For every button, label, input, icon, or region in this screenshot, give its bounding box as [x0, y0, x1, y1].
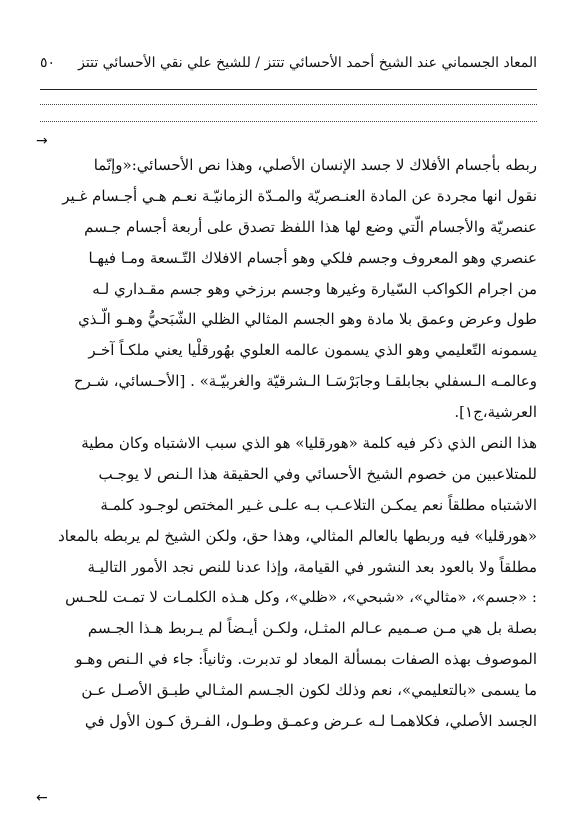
body-line: هذا النص الذي ذكر فيه كلمة «هورقليا» هو الذي سبب الاشتباه وكان مطية: [81, 434, 537, 453]
body-line: ربطه بأجسام الأفلاك لا جسد الإنسان الأصلي، وهذا نص الأحسائي:«وإنّما: [93, 156, 537, 174]
body-text: [40, 150, 537, 737]
running-title: المعاد الجسماني عند الشيخ أحمد الأحسائي تتتز / للشيخ علي نقي الأحسائي تتتز: [78, 55, 537, 71]
continued-from-previous-arrow-icon: →: [36, 133, 48, 149]
body-line: عنصري وهو المعروف وجسم فلكي وهو أجسام الافلاك التّـسعة ومـا فيهـا: [88, 248, 537, 267]
footnote-dotted-line-2: [40, 121, 537, 122]
body-line: «هورقليا» فيه وربطها بالعالم المثالي، وهذا حق، ولكن الشيخ لم يربطه بالمعاد: [58, 526, 537, 545]
body-line: طول وعرض وعمق بلا مادة وهو الجسم المثالي الظلي الشّبَحيُّ وهـو الّـذي: [78, 310, 537, 329]
body-line: للمتلاعبين من خصوم الشيخ الأحسائي وفي الحقيقة هذا الـنص لا يوجـب: [98, 464, 537, 483]
body-line: وعالمـه الـسفلي بجابلقـا وجابَرْسَـا الـشرقيّة والغربيّـة» . [الأحـسائي، شـرح: [73, 372, 537, 391]
body-line: نقول انها مجردة عن المادة العنـصريّة والمـدّة الزمانيّـة نعـم هـي أجـسام غـير: [62, 186, 537, 205]
body-line: عنصريّة والأجسام الّتي وضع لها هذا اللفظ تصدق على أربعة أجسام جـسم: [84, 217, 537, 236]
body-line: الموصوف بهذه الصفات بمسألة المعاد لو تدبرت. وثانياً: جاء في الـنص وهـو: [75, 650, 537, 669]
body-line: بصلة بل هي مـن صـميم عـالم المثـل، ولكـن أيـضاً لم يـربط هـذا الجـسم: [87, 619, 537, 638]
body-line: يسمونه التّعليمي وهو الذي يسمون عالمه العلوي بهُورقلْيا يعني ملكـاً آخـر: [88, 341, 537, 360]
body-line: مطلقاً ولا بالعود بعد النشور في القيامة، وإذا عدنا للنص نجد الأمور التاليـة: [87, 557, 537, 576]
continues-next-page-arrow-icon: ←: [36, 790, 48, 806]
body-line: الاشتباه مطلقاً نعم يمكـن التلاعـب بـه علـى غـير المختص لوجـود كلمـة: [100, 495, 537, 514]
body-line: من اجرام الكواكب السّيارة وغيرها وجسم برزخي وهو جسم مقـداري لـه: [92, 279, 537, 298]
header-rule: [40, 89, 537, 90]
body-line: الجسد الأصلي، فكلاهمـا لـه عـرض وعمـق وطـول، الفـرق كـون الأول في: [84, 712, 537, 731]
page-number: ٥٠: [40, 55, 56, 71]
body-line: ما يسمى «بالتعليمي»، نعم وذلك لكون الجـسم المثـالي طبـق الأصـل عـن: [81, 681, 537, 700]
body-line: العرشية،ج١].: [454, 403, 537, 422]
footnote-dotted-line-1: [40, 104, 537, 105]
body-line: : «جسم»، «مثالي»، «شبحي»، «ظلي»، وكل هـذه الكلمـات لا تمـت للحـس: [65, 588, 537, 607]
